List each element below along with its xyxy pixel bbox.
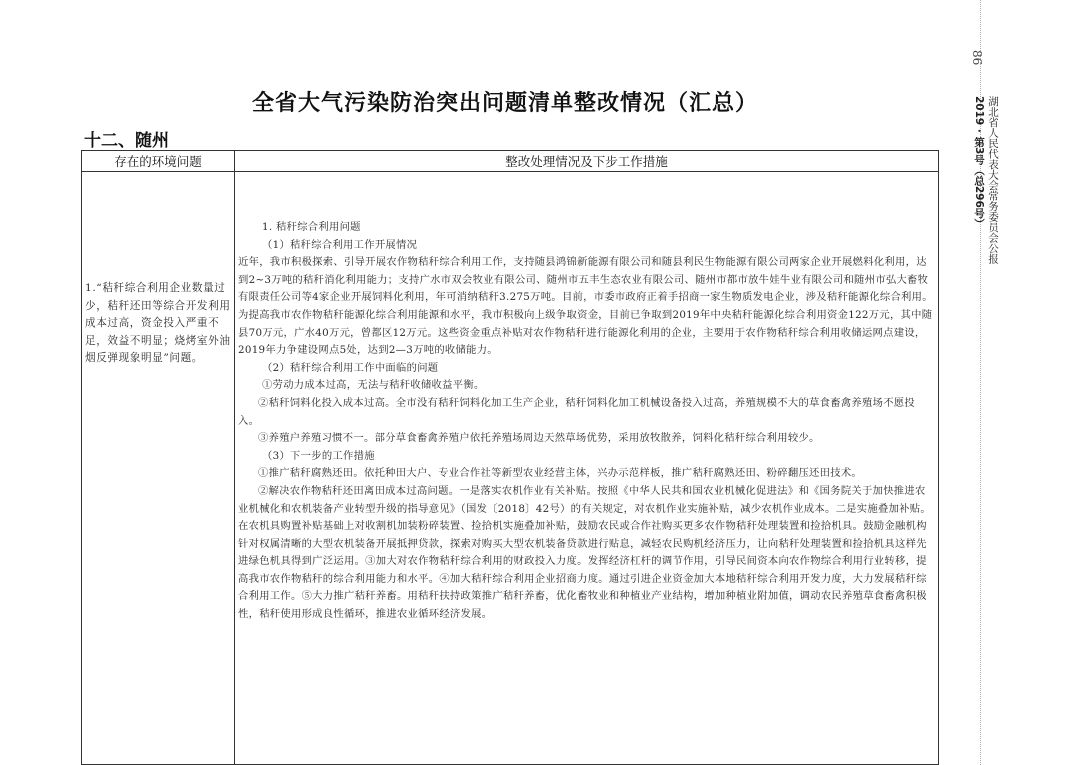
page-number: 86 (970, 50, 984, 66)
measure-paragraph: ③养殖户养殖习惯不一。部分草食畜禽养殖户依托养殖场周边天然草场优势，采用放牧散养，饲料化秸秆综合利用较少。 (258, 432, 820, 445)
measures-list (238, 219, 936, 624)
section-heading: 十二、随州 (84, 131, 169, 151)
measure-paragraph: （3）下一步的工作措施 (262, 449, 375, 462)
measure-paragraph: （1）秸秆综合利用工作开展情况 (262, 238, 418, 251)
column-header-issue: 存在的环境问题 (82, 151, 235, 172)
measures-cell (235, 172, 939, 765)
table-header-row (82, 151, 939, 172)
measure-paragraph: ②解决农作物秸秆还田离田成本过高问题。一是落实农机作业有关补贴。按照《中华人民共和国农业机械化促进法》和《国务院关于加快推进农业机械化和农机装备产业转型升级的指导意见》（国发〔2018〕42号）的有关规定，对农机作业实施补贴，减少农机作业成本。二是实施叠加补贴。在农机具购置补贴基础上对收割机加装粉碎装置、捡拾机实施叠加补贴，鼓励农民或合作社购买更多农作物秸秆处理装置和捡拾机具。鼓励金融机构针对权属清晰的大型农机装备开展抵押贷款，探索对购买大型农机装备贷款进行贴息，减轻农民购机经济压力，让向秸秆处理装置和捡拾机具这样先进绿色机具得到广泛运用。③加大对农作物秸秆综合利用的财政投入力度。发挥经济杠杆的调节作用，引导民间资本向农作物综合利用行业转移，提高我市农作物秸秆的综合利用能力和水平。④加大秸秆综合利用企业招商力度。通过引进企业资金加大本地秸秆综合利用开发力度，大力发展秸秆综合利用工作。⑤大力推广秸秆养畜。用秸秆扶持政策推广秸秆养畜，优化畜牧业和种植业产业结构，增加种植业附加值，调动农民养殖草食畜禽积极性，秸秆使用形成良性循环，推进农业循环经济发展。 (238, 484, 931, 621)
measure-paragraph: 近年，我市积极探索、引导开展农作物秸秆综合利用工作，支持随县鸿锦新能源有限公司和随县利民生物能源有限公司两家企业开展燃料化利用，达到2~3万吨的秸秆消化利用能力；支持广水市双会牧业有限公司、随州市五丰生态农业有限公司、随州市都市放牛娃牛业有限公司和随州市弘大畜牧有限责任公司等4家企业开展饲料化利用，年可消纳秸秆3.275万吨。目前，市委市政府正着手招商一家生物质发电企业，涉及秸秆能源化综合利用。 (238, 256, 933, 304)
measure-paragraph: 1. 秸秆综合利用问题 (262, 221, 361, 233)
rectification-table (81, 150, 939, 765)
journal-name: 湖北省人民代表大会常务委员会公报 (987, 96, 999, 264)
journal-issue: 2019 · 第3号（总296号） (973, 96, 985, 229)
issue-text: 1.“秸秆综合利用企业数量过少，秸秆还田等综合开发利用成本过高，资金投入严重不足，效益不明显；烧烤室外油烟反弹现象明显”问题。 (85, 282, 231, 364)
measure-paragraph: 为提高我市农作物秸秆能源化综合利用能源和水平，我市积极向上级争取资金，目前已争取到2019年中央秸秆能源化综合利用资金122万元，其中随县70万元，广水40万元，曾都区12万元。这些资金重点补贴对农作物秸秆进行能源化利用的企业，主要用于农作物秸秆综合利用收储运网点建设，2019年力争建设网点5处，达到2—3万吨的收储能力。 (238, 308, 933, 357)
measure-paragraph: ②秸秆饲料化投入成本过高。全市没有秸秆饲料化加工生产企业，秸秆饲料化加工机械设备投入过高，养殖规模不大的草食畜禽养殖场不愿投入。 (238, 396, 916, 427)
measure-paragraph: ①劳动力成本过高，无法与秸秆收储收益平衡。 (262, 379, 485, 392)
journal-header (986, 96, 1001, 264)
issue-cell (82, 172, 235, 765)
page-title: 全省大气污染防治突出问题清单整改情况（汇总） (251, 91, 758, 116)
measure-paragraph: （2）秸秆综合利用工作中面临的问题 (262, 361, 439, 374)
measure-paragraph: ①推广秸秆腐熟还田。依托种田大户、专业合作社等新型农业经营主体，兴办示范样板，推广秸秆腐熟还田、粉碎翻压还田技术。 (258, 467, 863, 480)
table-row (82, 172, 939, 765)
column-header-measures: 整改处理情况及下步工作措施 (235, 151, 939, 172)
